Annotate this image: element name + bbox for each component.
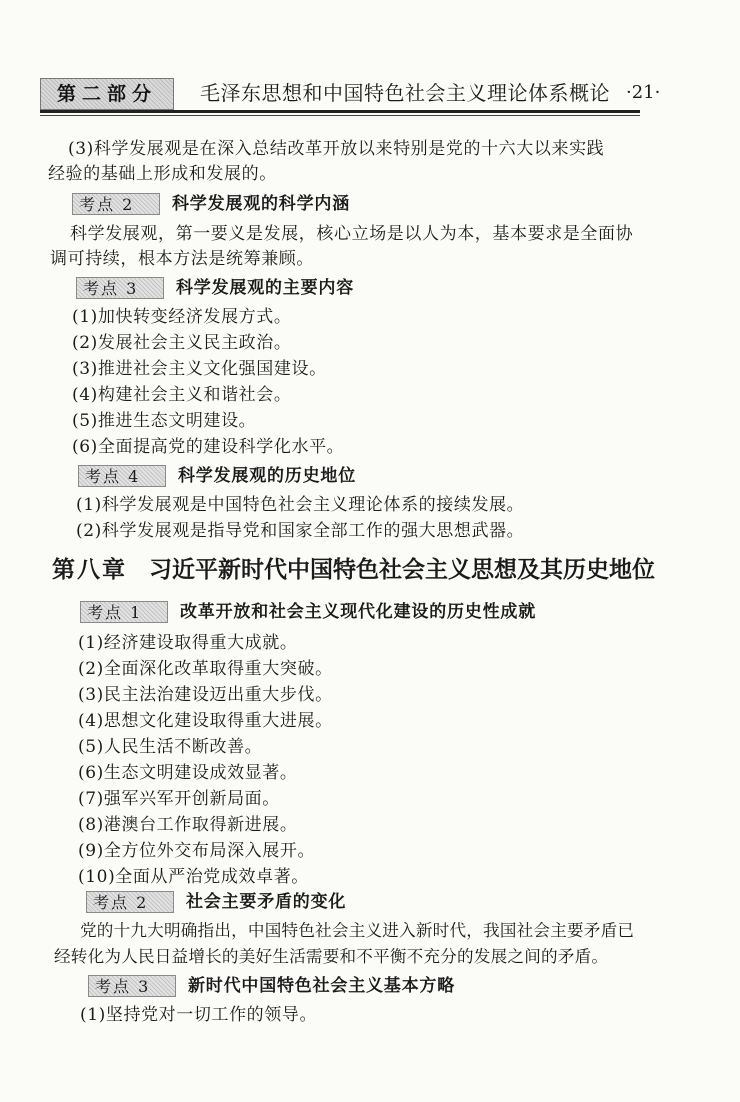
list-item: (1)经济建设取得重大成就。 (78, 633, 298, 653)
kaodian-label: 考点 1 (80, 601, 168, 623)
paragraph-line: 科学发展观，第一要义是发展，核心立场是以人为本，基本要求是全面协 (70, 224, 634, 244)
kaodian-title: 改革开放和社会主义现代化建设的历史性成就 (180, 602, 536, 622)
list-item: (1)科学发展观是中国特色社会主义理论体系的接续发展。 (76, 495, 525, 515)
list-item: (6)全面提高党的建设科学化水平。 (72, 437, 345, 457)
list-item: (8)港澳台工作取得新进展。 (78, 815, 298, 835)
kaodian-label: 考点 2 (86, 891, 174, 913)
kaodian-title: 科学发展观的主要内容 (176, 278, 354, 298)
kaodian-title: 科学发展观的历史地位 (178, 466, 356, 486)
list-item: (9)全方位外交布局深入展开。 (78, 841, 316, 861)
list-item: (2)发展社会主义民主政治。 (72, 333, 292, 353)
kaodian-label: 考点 2 (72, 193, 160, 215)
part-label: 第二部分 (40, 78, 174, 110)
page-number: ·21· (626, 82, 661, 103)
list-item: (6)生态文明建设成效显著。 (78, 763, 298, 783)
kaodian-label: 考点 4 (78, 465, 166, 487)
list-item: (3)推进社会主义文化强国建设。 (72, 359, 327, 379)
paragraph-line: (3)科学发展观是在深入总结改革开放以来特别是党的十六大以来实践 (68, 139, 605, 159)
list-item: (10)全面从严治党成效卓著。 (78, 867, 309, 887)
list-item: (2)全面深化改革取得重大突破。 (78, 659, 333, 679)
kaodian-title: 科学发展观的科学内涵 (172, 194, 350, 214)
kaodian-label: 考点 3 (88, 975, 176, 997)
list-item: (1)加快转变经济发展方式。 (72, 307, 292, 327)
page-header (40, 76, 700, 110)
list-item: (2)科学发展观是指导党和国家全部工作的强大思想武器。 (76, 521, 525, 541)
list-item: (7)强军兴军开创新局面。 (78, 789, 280, 809)
kaodian-title: 社会主要矛盾的变化 (186, 892, 347, 912)
list-item: (3)民主法治建设迈出重大步伐。 (78, 685, 333, 705)
paragraph-line: 经验的基础上形成和发展的。 (48, 164, 277, 184)
kaodian-title: 新时代中国特色社会主义基本方略 (188, 976, 455, 996)
book-title: 毛泽东思想和中国特色社会主义理论体系概论 (200, 81, 610, 105)
header-rule (40, 110, 640, 113)
list-item: (4)构建社会主义和谐社会。 (72, 385, 292, 405)
chapter-title: 习近平新时代中国特色社会主义思想及其历史地位 (149, 557, 655, 583)
list-item: (5)推进生态文明建设。 (72, 411, 257, 431)
paragraph-line: 调可持续，根本方法是统筹兼顾。 (50, 249, 314, 269)
header-rule-thin (40, 115, 640, 116)
paragraph-line: 党的十九大明确指出，中国特色社会主义进入新时代，我国社会主要矛盾已 (80, 921, 635, 940)
paragraph-line: 经转化为人民日益增长的美好生活需要和不平衡不充分的发展之间的矛盾。 (54, 947, 609, 966)
chapter-heading (52, 554, 655, 586)
chapter-number: 第八章 (52, 557, 127, 583)
list-item: (1)坚持党对一切工作的领导。 (80, 1005, 318, 1025)
list-item: (4)思想文化建设取得重大进展。 (78, 711, 333, 731)
list-item: (5)人民生活不断改善。 (78, 737, 263, 757)
kaodian-label: 考点 3 (76, 277, 164, 299)
